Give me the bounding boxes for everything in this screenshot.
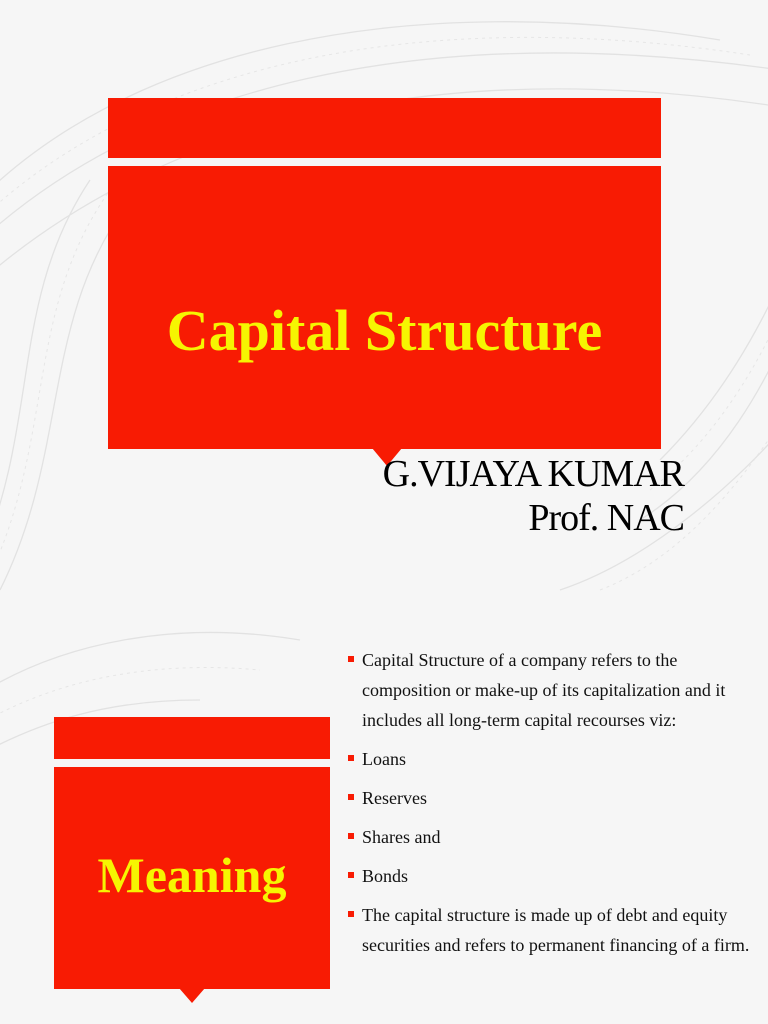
bullet-item: Reserves [348, 783, 758, 813]
bullet-item: The capital structure is made up of debt and equity securities and refers to permanent financing of a firm. [348, 900, 758, 960]
bullet-item: Loans [348, 744, 758, 774]
author-title: Prof. NAC [528, 497, 684, 539]
meaning-heading: Meaning [97, 847, 287, 903]
author-block [383, 452, 684, 540]
title-top-band [108, 98, 661, 158]
meaning-top-band [54, 717, 330, 759]
slide-title: Capital Structure [166, 298, 603, 363]
author-name: G.VIJAYA KUMAR [382, 453, 684, 495]
meaning-box-pointer [179, 988, 205, 1003]
meaning-slide [0, 597, 768, 1024]
bullet-item: Shares and [348, 822, 758, 852]
bullet-item: Capital Structure of a company refers to the composition or make-up of its capitalization and it includes all long-term capital recourses viz: [348, 645, 758, 735]
bullet-item: Bonds [348, 861, 758, 891]
meaning-bullet-list [348, 645, 758, 969]
